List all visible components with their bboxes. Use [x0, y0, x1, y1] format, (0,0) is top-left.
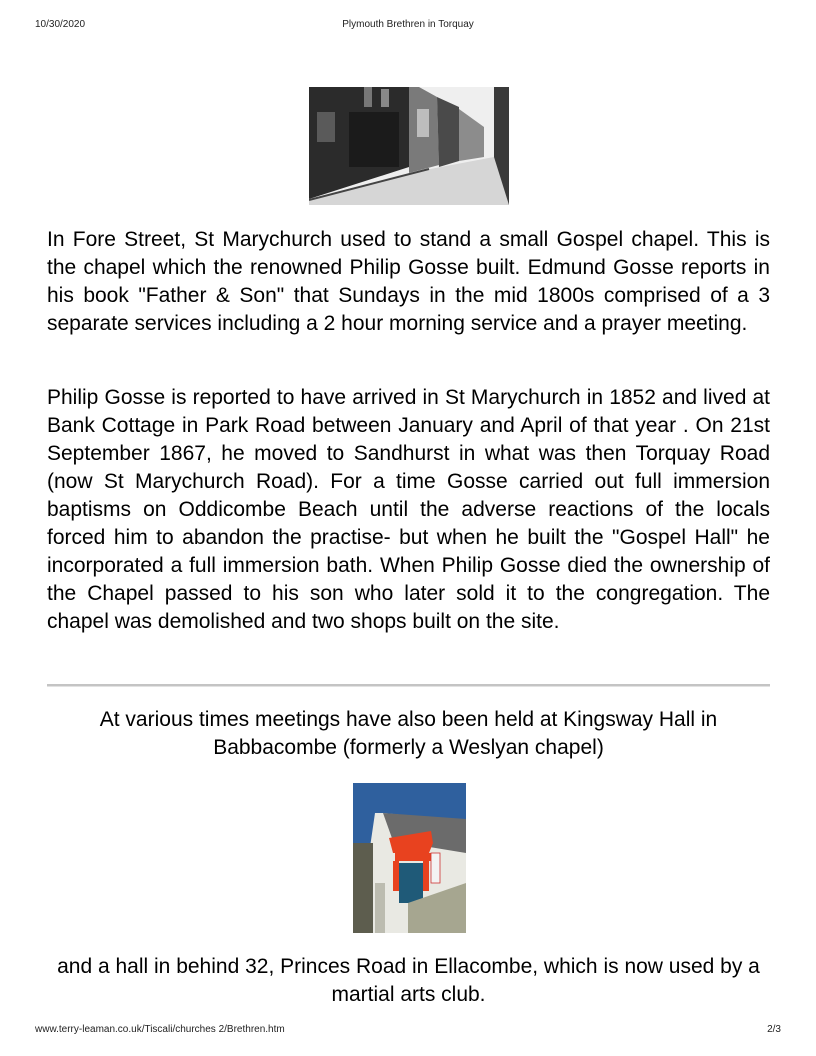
fore-street-photo	[309, 87, 509, 205]
page-number: 2/3	[767, 1024, 781, 1035]
print-page-title: Plymouth Brethren in Torquay	[342, 19, 474, 30]
fore-street-photo-graphic	[309, 87, 509, 205]
paragraph-gospel-chapel: In Fore Street, St Marychurch used to stand a small Gospel chapel. This is the chapel which the renowned Philip Gosse built. Edmund Gosse reports in his book "Father & Son" that Sundays in the mid 1800s comprised of a 3 separate services including a 2 hour morning service and a prayer meeting.	[47, 228, 770, 335]
kingsway-hall-photo-graphic	[353, 783, 466, 933]
paragraph-kingsway-hall: At various times meetings have also been held at Kingsway Hall in Babbacombe (formerly a Weslyan chapel)	[99, 708, 718, 759]
paragraph-princes-road-hall: and a hall in behind 32, Princes Road in Ellacombe, which is now used by a martial arts club.	[57, 955, 760, 1006]
paragraph-philip-gosse: Philip Gosse is reported to have arrived in St Marychurch in 1852 and lived at Bank Cottage in Park Road between January and April of that year . On 21st September 1867, he moved to Sandhurst in what was then Torquay Road (now St Marychurch Road). For a time Gosse carried out full immersion baptisms on Oddicombe Beach until the adverse reactions of the locals forced him to abandon the practise- but when he built the "Gospel Hall" he incorporated a full immersion bath. When Philip Gosse died the ownership of the Chapel passed to his son who later sold it to the congregation. The chapel was demolished and two shops built on the site.	[47, 386, 770, 633]
print-date: 10/30/2020	[35, 19, 86, 30]
print-url: www.terry-leaman.co.uk/Tiscali/churches 2/Brethren.htm	[35, 1024, 285, 1035]
kingsway-hall-photo	[353, 783, 466, 933]
horizontal-rule	[47, 684, 770, 687]
